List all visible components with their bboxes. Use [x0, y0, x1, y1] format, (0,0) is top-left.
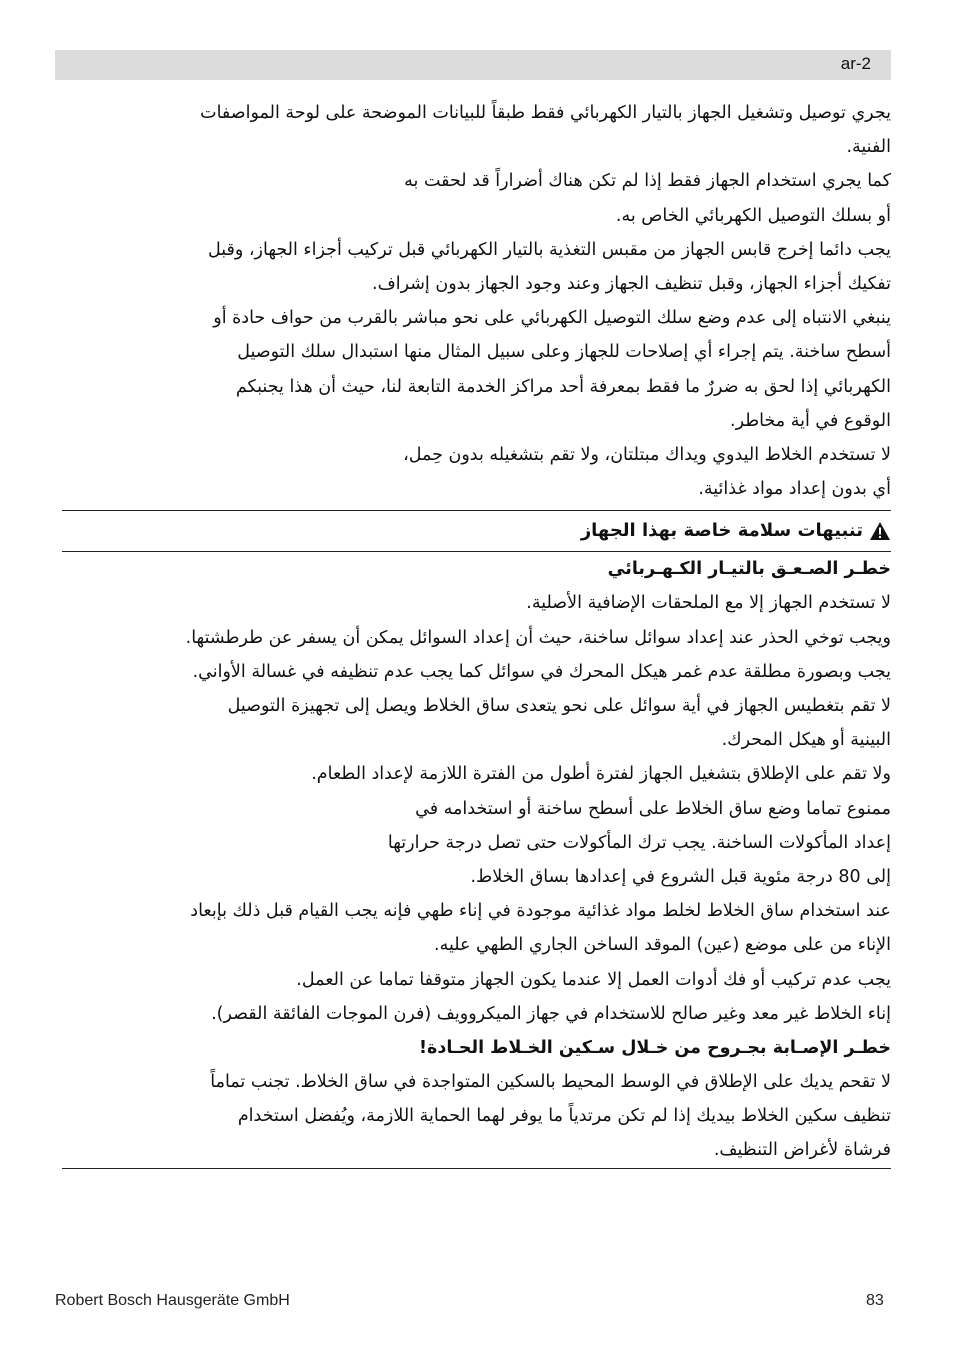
safety-heading-text: تنبيهات سلامة خاصة بهذا الجهاز — [580, 520, 863, 542]
safety-line: يجب عدم تركيب أو فك أدوات العمل إلا عندما يكون الجهاز متوقفا تماما عن العمل. — [296, 969, 891, 990]
safety-line: إلى 80 درجة مئوية قبل الشروع في إعدادها بساق الخلاط. — [470, 866, 891, 887]
safety-line: يجب وبصورة مطلقة عدم غمر هيكل المحرك في سوائل كما يجب عدم تنظيفه في غسالة الأواني. — [192, 661, 891, 682]
safety-line: الإناء من على موضع (عين) الموقد الساخن الجاري الطهي عليه. — [434, 935, 891, 956]
safety-line: البينية أو هيكل المحرك. — [721, 730, 891, 751]
intro-section — [62, 96, 891, 506]
intro-line: كما يجري استخدام الجهاز فقط إذا لم تكن هناك أضراراً قد لحقت به — [404, 171, 891, 192]
intro-line: لا تستخدم الخلاط اليدوي ويداك مبتلتان، ولا تقم بتشغيله بدون حِمل، — [403, 444, 891, 465]
intro-line: أو بسلك التوصيل الكهربائي الخاص به. — [615, 205, 891, 226]
safety-line: عند استخدام ساق الخلاط لخلط مواد غذائية موجودة في إناء طهي فإنه يجب القيام قبل ذلك بإبعاد — [190, 901, 891, 922]
safety-line: ممنوع تماما وضع ساق الخلاط على أسطح ساخنة أو استخدامه في — [415, 798, 891, 819]
safety-line: إناء الخلاط غير معد وغير صالح للاستخدام في جهاز الميكروويف (فرن الموجات الفائقة القصر). — [211, 1003, 891, 1024]
safety-lines — [62, 552, 891, 1167]
footer-page-number: 83 — [866, 1292, 884, 1309]
intro-line: أي بدون إعداد مواد غذائية. — [698, 479, 891, 500]
page-code: ar-2 — [840, 54, 871, 73]
safety-line: لا تقحم يديك على الإطلاق في الوسط المحيط بالسكين المتواجدة في ساق الخلاط. تجنب تماماً — [210, 1072, 891, 1093]
safety-line: ولا تقم على الإطلاق بتشغيل الجهاز لفترة أطول من الفترة اللازمة لإعداد الطعام. — [311, 764, 891, 785]
section-divider-bottom — [62, 1168, 891, 1169]
safety-line: لا تستخدم الجهاز إلا مع الملحقات الإضافية الأصلية. — [526, 593, 891, 614]
intro-line: تفكيك أجزاء الجهاز، وقبل تنظيف الجهاز وعند وجود الجهاز بدون إشراف. — [372, 273, 891, 294]
hazard-heading: خطـر الإصـابة بجـروح من خـلال سـكين الخـلاط الحـادة! — [419, 1037, 891, 1058]
intro-line: يجري توصيل وتشغيل الجهاز بالتيار الكهربائي فقط طبقاً للبيانات الموضحة على لوحة المواصفات — [200, 103, 891, 123]
intro-line: يجب دائما إخرج قابس الجهاز من مقبس التغذية بالتيار الكهربائي قبل تركيب أجزاء الجهاز، وقبل — [207, 239, 891, 260]
warning-triangle-icon — [869, 521, 891, 541]
intro-line: الكهربائي إذا لحق به ضررٌ ما فقط بمعرفة أحد مراكز الخدمة التابعة لنا، حيث أن هذا يجنبكم — [235, 376, 891, 397]
safety-line: تنظيف سكين الخلاط بيديك إذا لم تكن مرتدياً ما يوفر لهما الحماية اللازمة، ويُفضل استخدام — [237, 1106, 891, 1127]
footer-company: Robert Bosch Hausgeräte GmbH — [55, 1292, 290, 1309]
safety-line: ويجب توخي الحذر عند إعداد سوائل ساخنة، حيث أن إعداد السوائل يمكن أن يسفر عن طرطشتها. — [185, 627, 891, 648]
page-content — [62, 96, 891, 1169]
intro-line: الفنية. — [846, 137, 891, 158]
header-bar — [55, 50, 891, 80]
safety-line: فرشاة لأغراض التنظيف. — [713, 1140, 891, 1161]
hazard-heading: خطـر الصـعـق بالتيـار الكـهـربائي — [607, 559, 891, 580]
safety-line: لا تقم بتغطيس الجهاز في أية سوائل على نحو يتعدى ساق الخلاط ويصل إلى تجهيزة التوصيل — [227, 696, 891, 716]
intro-line: أسطح ساخنة. يتم إجراء أي إصلاحات للجهاز وعلى سبيل المثال منها استبدال سلك التوصيل — [237, 342, 891, 363]
safety-line: إعداد المأكولات الساخنة. يجب ترك المأكولات حتى تصل درجة حرارتها — [387, 832, 891, 853]
safety-heading — [62, 511, 891, 551]
intro-line: ينبغي الانتباه إلى عدم وضع سلك التوصيل الكهربائي على نحو مباشر بالقرب من حواف حادة أو — [213, 308, 891, 329]
intro-line: الوقوع في أية مخاطر. — [730, 410, 891, 431]
